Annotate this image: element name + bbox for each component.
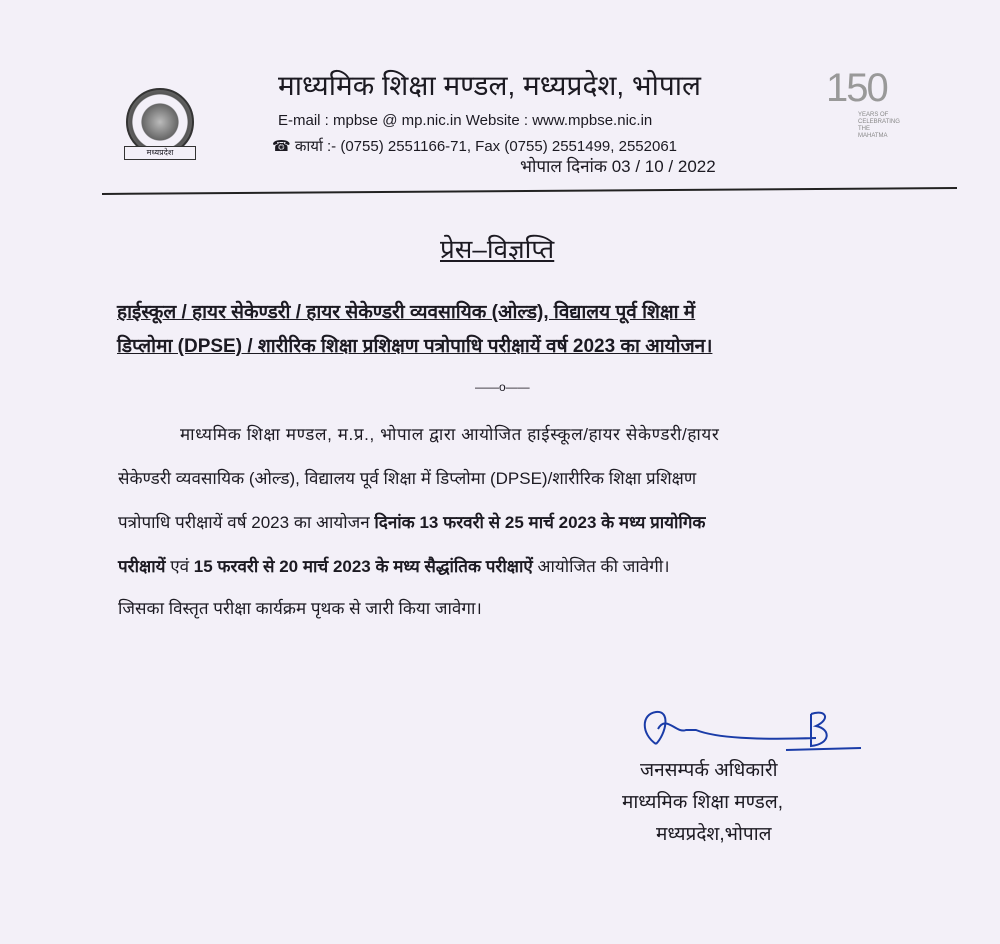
- signatory-designation: जनसम्पर्क अधिकारी: [640, 760, 778, 781]
- body-line-5: जिसका विस्तृत परीक्षा कार्यक्रम पृथक से जारी किया जावेगा।: [118, 599, 482, 618]
- theory-exam-dates: 15 फरवरी से 20 मार्च 2023 के मध्य सैद्धांतिक परीक्षाऐं: [193, 557, 533, 576]
- logo-number: 150: [826, 66, 887, 110]
- phone-fax-text: कार्या :- (0755) 2551166-71, Fax (0755) 2551499, 2552061: [294, 138, 677, 155]
- handwritten-signature: [636, 704, 866, 764]
- subject-line-2: डिप्लोमा (DPSE) / शारीरिक शिक्षा प्रशिक्षण पत्रोपाधि परीक्षायें वर्ष 2023 का आयोजन।: [117, 336, 713, 357]
- body-line-1: माध्यमिक शिक्षा मण्डल, म.प्र., भोपाल द्वारा आयोजित हाईस्कूल/हायर सेकेण्डरी/हायर: [180, 425, 720, 444]
- body-text-bold: परीक्षायें: [118, 557, 166, 576]
- subject-line-1: हाईस्कूल / हायर सेकेण्डरी / हायर सेकेण्डरी व्यवसायिक (ओल्ड), विद्यालय पूर्व शिक्षा में: [117, 302, 696, 323]
- body-line-3: [118, 510, 705, 533]
- telephone-icon: ☎: [272, 138, 291, 155]
- logo-text: YEARS OF CELEBRATING THE MAHATMA: [858, 112, 900, 139]
- body-text: एवं: [165, 557, 194, 576]
- body-line-4: [118, 554, 670, 577]
- header-divider: [102, 187, 957, 195]
- signatory-organization: माध्यमिक शिक्षा मण्डल,: [622, 792, 783, 813]
- email-website: E-mail : mpbse @ mp.nic.in Website : www.mpbse.nic.in: [278, 112, 653, 129]
- body-text: पत्रोपाधि परीक्षायें वर्ष 2023 का आयोजन: [118, 513, 375, 532]
- organization-name: माध्यमिक शिक्षा मण्डल, मध्यप्रदेश, भोपाल: [278, 70, 701, 101]
- seal-label: मध्यप्रदेश: [124, 146, 196, 160]
- body-line-2: सेकेण्डरी व्यवसायिक (ओल्ड), विद्यालय पूर्व शिक्षा में डिप्लोमा (DPSE)/शारीरिक शिक्षा प्रशिक्षण: [118, 469, 697, 488]
- notice-title: प्रेस–विज्ञप्ति: [440, 234, 555, 264]
- gandhi-150-logo: [818, 66, 908, 139]
- letter-date: भोपाल दिनांक 03 / 10 / 2022: [520, 157, 716, 176]
- separator: ——o——: [475, 380, 530, 394]
- body-text: आयोजित की जावेगी।: [532, 557, 670, 576]
- signatory-place: मध्यप्रदेश,भोपाल: [656, 824, 772, 845]
- phone-fax: [272, 136, 677, 156]
- practical-exam-dates: दिनांक 13 फरवरी से 25 मार्च 2023 के मध्य प्रायोगिक: [374, 513, 706, 532]
